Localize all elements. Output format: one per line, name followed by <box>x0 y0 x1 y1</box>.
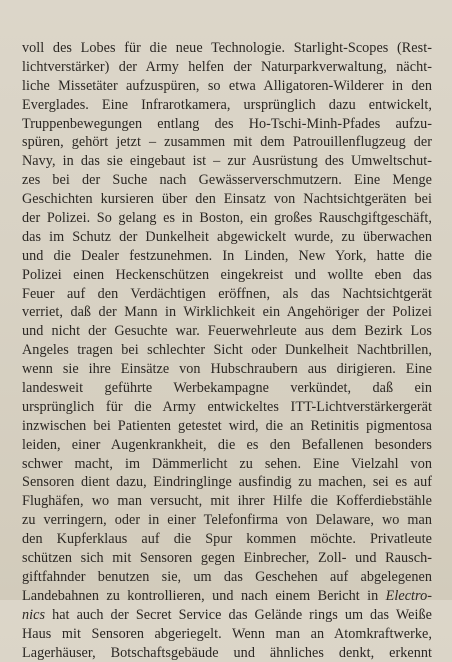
body-text <box>22 39 432 661</box>
text-line-10: der Polizei. So gelang es in Boston, ein großes Rauschgiftgeschäft, <box>22 210 432 227</box>
text-line-19: landesweit geführte Werbekampagne verkündet, daß ein <box>22 380 432 397</box>
text-line-15: verriet, daß der Mann in Wirklichkeit ein Angehöriger der Polizei <box>22 304 432 321</box>
text-line-11: das im Schutz der Dunkelheit abgewickelt wurde, zu überwachen <box>22 228 432 245</box>
text-line-26: zu verringern, oder in einer Telefonfirma von Delaware, wo man <box>22 512 432 529</box>
text-line-3: liche Missetäter aufzuspüren, so etwa Alligatoren-Wilderer in den <box>22 77 432 94</box>
text-line-29: giftfahnder benutzen sie, um das Geschehen auf abgelegenen <box>22 568 432 585</box>
text-line-22: leiden, einer Augenkrankheit, die es den Befallenen besonders <box>22 436 432 453</box>
text-line-21: inzwischen bei Patienten getestet wird, die an Retinitis pigmentosa <box>22 417 432 434</box>
text-line-2: lichtverstärker) der Army helfen der Naturparkverwaltung, nächt- <box>22 58 432 75</box>
text-line-14: Feuer auf den Verdächtigen eröffnen, als das Nachtsichtgerät <box>22 285 432 302</box>
text-line-28: schützen sich mit Sensoren gegen Einbrecher, Zoll- und Rausch- <box>22 550 432 567</box>
text-line-12: und die Dealer festzunehmen. In Linden, New York, hatte die <box>22 247 432 264</box>
text-line-32: Haus mit Sensoren abgeriegelt. Wenn man an Atomkraftwerke, <box>22 625 432 642</box>
text-line-9: Geschichten kursieren über den Einsatz von Nachtsichtgeräten bei <box>22 191 432 208</box>
text-line-5: Truppenbewegungen entlang des Ho-Tschi-Minh-Pfades aufzu- <box>22 115 432 132</box>
text-line-4: Everglades. Eine Infrarotkamera, ursprünglich dazu entwickelt, <box>22 96 432 113</box>
text-line-31: nics hat auch der Secret Service das Gelände rings um das Weiße <box>22 606 432 623</box>
text-line-13: Polizei einen Heckenschützen eingekreist und wollte eben das <box>22 266 432 283</box>
text-line-23: schwer macht, im Dämmerlicht zu sehen. Eine Vielzahl von <box>22 455 432 472</box>
text-line-30: Landebahnen zu kontrollieren, und nach einem Bericht in Electro- <box>22 587 432 604</box>
text-line-17: Angeles tragen bei schlechter Sicht oder Dunkelheit Nachtbrillen, <box>22 342 432 359</box>
text-line-27: den Kupferklaus auf die Spur kommen möchte. Privatleute <box>22 531 432 548</box>
text-line-20: ursprünglich für die Army entwickeltes ITT-Lichtverstärkergerät <box>22 398 432 415</box>
text-line-18: wenn sie ihre Einsätze von Hubschraubern aus dirigieren. Eine <box>22 361 432 378</box>
text-line-1: voll des Lobes für die neue Technologie. Starlight-Scopes (Rest- <box>22 40 432 56</box>
text-line-16: und nicht der Gesuchte war. Feuerwehrleute aus dem Bezirk Los <box>22 323 432 340</box>
text-line-33: Lagerhäuser, Botschaftsgebäude und ähnliches denkt, erkennt <box>22 644 432 661</box>
text-line-8: zes bei der Suche nach Gewässerverschmutzern. Eine Menge <box>22 172 432 189</box>
text-line-7: Navy, in das sie eingebaut ist – zur Ausrüstung des Umweltschut- <box>22 153 432 170</box>
text-line-6: spüren, gehört jetzt – zusammen mit dem Patrouillenflugzeug der <box>22 134 432 151</box>
text-line-24: Sensoren dient dazu, Eindringlinge ausfindig zu machen, sei es auf <box>22 474 432 491</box>
text-line-25: Flughäfen, wo man versucht, mit ihrer Hilfe die Kofferdiebstähle <box>22 493 432 510</box>
